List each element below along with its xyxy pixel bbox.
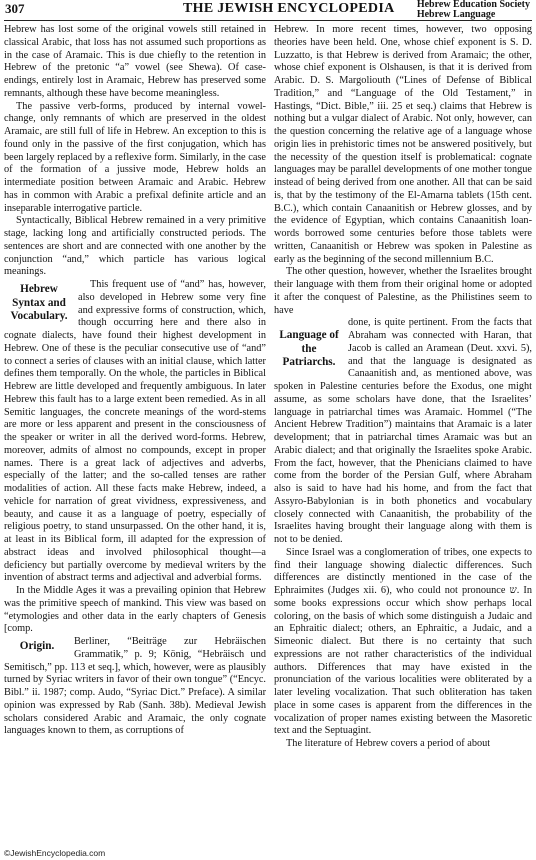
paragraph: done, is quite pertinent. From the facts that Abraham was connected with Haran, that Jacob is called an Aramean (Deut. xxvi. 5), and that the language is designated as Canaanitish and, as mentioned above, was spoken in Palestine centuries before the Exodus, one might assume, as some scholars have done, that the Israelites’ language in patriarchal times was Aramaic. Hommel (“The Ancient Hebrew Tradition”) maintains that Aramaic is a later development; that in patriarchal times Aramaic was but an Arabic dialect; and that originally the Israelites spoke Arabic. From the fact, however, that the Phenicians claimed to have come from the border of the Persian Gulf, where Abraham also is said to have had his home, and from the fact that Assyro-Babylonian is in both phonetics and vocabulary closely connected with Canaanitish, the probability of the Israelites having brought their language along with them is not to be denied. <box>274 317 532 545</box>
paragraph: In the Middle Ages it was a prevailing opinion that Hebrew was the primitive speech of mankind. This view was based on “etymologies and other data in the early chapters of Genesis [comp. <box>4 585 266 635</box>
paragraph: The literature of Hebrew covers a period of about <box>286 738 491 749</box>
paragraph: The passive verb-forms, produced by internal vowel-change, only remnants of which are preserved in the oldest Aramaic, are still full of life in Hebrew. An exception to this is found only in the passive of the first conjugation, which has been largely replaced by a reflexive form. Similarly, in the case of the formation of a jussive mode, Hebrew holds an intermediate position between Aramaic and Arabic. Hebrew has in common with Arabic a prefixal definite article and an inseparable interrogative particle. <box>4 100 266 214</box>
right-column <box>274 24 532 751</box>
header-rule <box>4 20 532 21</box>
paragraph: Since Israel was a conglomeration of tribes, one expects to find their language showing dialectic differences. Such differences are distinctly mentioned in the case of the Ephraimites (Judges xii. 6), who could not pronounce ש. In some books expressions occur which show perhaps local coloring, on the basis of which some distinguish a Judaic and an Ephraitic dialect; others, an Ephraitic, a Judaic, and a Simeonic dialect. But there is no certainty that such expressions are not rather characteristics of the individual authors. Differences that may have existed in the pronunciation of the various localities were obliterated by a later leveling vocalization. That such obliteration has taken place in some cases is apparent from the differences in the vocalization of proper names existing between the Masoretic text and the Septuagint. <box>274 546 532 737</box>
left-column <box>4 24 266 738</box>
paragraph: Hebrew. In more recent times, however, two opposing theories have been held. One, whose chief exponent is S. D. Luzzatto, is that Hebrew is derived from Aramaic; the other, whose chief exponent is Olshausen, is that it is derived from Arabic. D. S. Margoliouth (“Lines of Defense of Biblical Tradition,” and “Language of the Old Testament,” in Hastings, “Dict. Bible,” iii. 25 et seq.) claims that Hebrew is nothing but a vulgar dialect of Arabic. Not only, however, can the question concerning the relative age of a language whose origin lies in prehistoric times not be answered positively, but the necessity of the question itself is problematical: cognate languages may be parallel developments of one mother tongue instead of being derived from one another. All that can be said is, that by the testimony of the El-Amarna tablets (15th cent. B.C.), which contain Canaanitish or Hebrew glosses, and by the evidence of Egyptian, which contains Canaanitish loan-words borrowed some centuries before those tablets were written, Canaanitish or Hebrew was spoken in Palestine as early as the beginning of the second millennium B.C. <box>274 24 532 265</box>
page-title: THE JEWISH ENCYCLOPEDIA <box>183 1 395 16</box>
paragraph: The other question, however, whether the Israelites brought their language with them from their original home or adopted it after the conquest of Palestine, as the Philistines seem to have <box>274 266 532 316</box>
side-heading-syntax: Hebrew Syntax and Vocabulary. <box>10 283 68 322</box>
running-topic-line1: Hebrew Education Society <box>416 0 530 10</box>
paragraph: Hebrew has lost some of the original vowels still retained in classical Arabic, that loss has not assumed such proportions as in the case of Aramaic. This is due chiefly to the retention in Hebrew of the pretonic “a” vowel (see Shewa). Of case-endings, entirely lost in Aramaic, Hebrew has preserved some remnants, although these have become meaningless. <box>4 24 266 99</box>
copyright-footer: ©JewishEncyclopedia.com <box>4 848 106 858</box>
side-heading-origin: Origin. <box>19 640 55 652</box>
paragraph: This frequent use of “and” has, however, also developed in Hebrew some very fine and expressive forms of construction, which, though occurring here and there also in cognate dialects, have found their highest development in Hebrew. One of these is the peculiar consecutive use of “and” to connect a series of clauses with an initial clause, which latter defines them temporally. On the whole, the particles in Biblical Hebrew are little developed and frequently ambiguous. In later Hebrew this fault has to a large extent been remedied. As in all Semitic languages, the concrete meanings of the word-stems are more or less apparent and present in the consciousness of the speaker or writer in all the derived word-forms. Hebrew, moreover, admits of almost no compounds, except in proper names. There is a great lack of adjectives and adverbs, especially of the latter; and the so-called tenses are rather modalities of action. All these facts make Hebrew, indeed, a vehicle for narration of great vividness, expressiveness, and beauty, and cause it as a language of poetry, especially of religious poetry, to stand unsurpassed. On the other hand, it is, at least in its Biblical form, ill adapted for the expression of abstract ideas and involved philosophical thought—a deficiency but partially overcome by medieval writers by the invention of abstract terms and adjectival and adverbial forms. <box>4 279 266 584</box>
page-number: 307 <box>5 1 25 16</box>
running-topic <box>417 0 530 20</box>
side-heading-patriarchs: Language of the Patriarchs. <box>279 329 339 369</box>
page-header <box>0 0 536 22</box>
running-topic-line2: Hebrew Language <box>416 9 496 20</box>
paragraph: Syntactically, Biblical Hebrew remained in a very primitive stage, lacking long and artificially constructed periods. The sentences are short and are connected with one another by the conjunction “and,” which particle has various logical meanings. <box>4 215 266 278</box>
paragraph: Berliner, “Beiträge zur Hebräischen Grammatik,” p. 9; König, “Hebräisch und Semitisch,” pp. 113 et seq.], which, however, were as plausibly turned by Syriac writers in favor of their own tongue” (“Encyc. Bibl.” ii. 1987; comp. Audo, “Syriac Dict.” Preface). A similar opinion was expressed by Rab (Sanh. 38b). Medieval Jewish scholars considered Arabic and Aramaic, the only cognate languages known to them, as corruptions of <box>4 636 266 737</box>
